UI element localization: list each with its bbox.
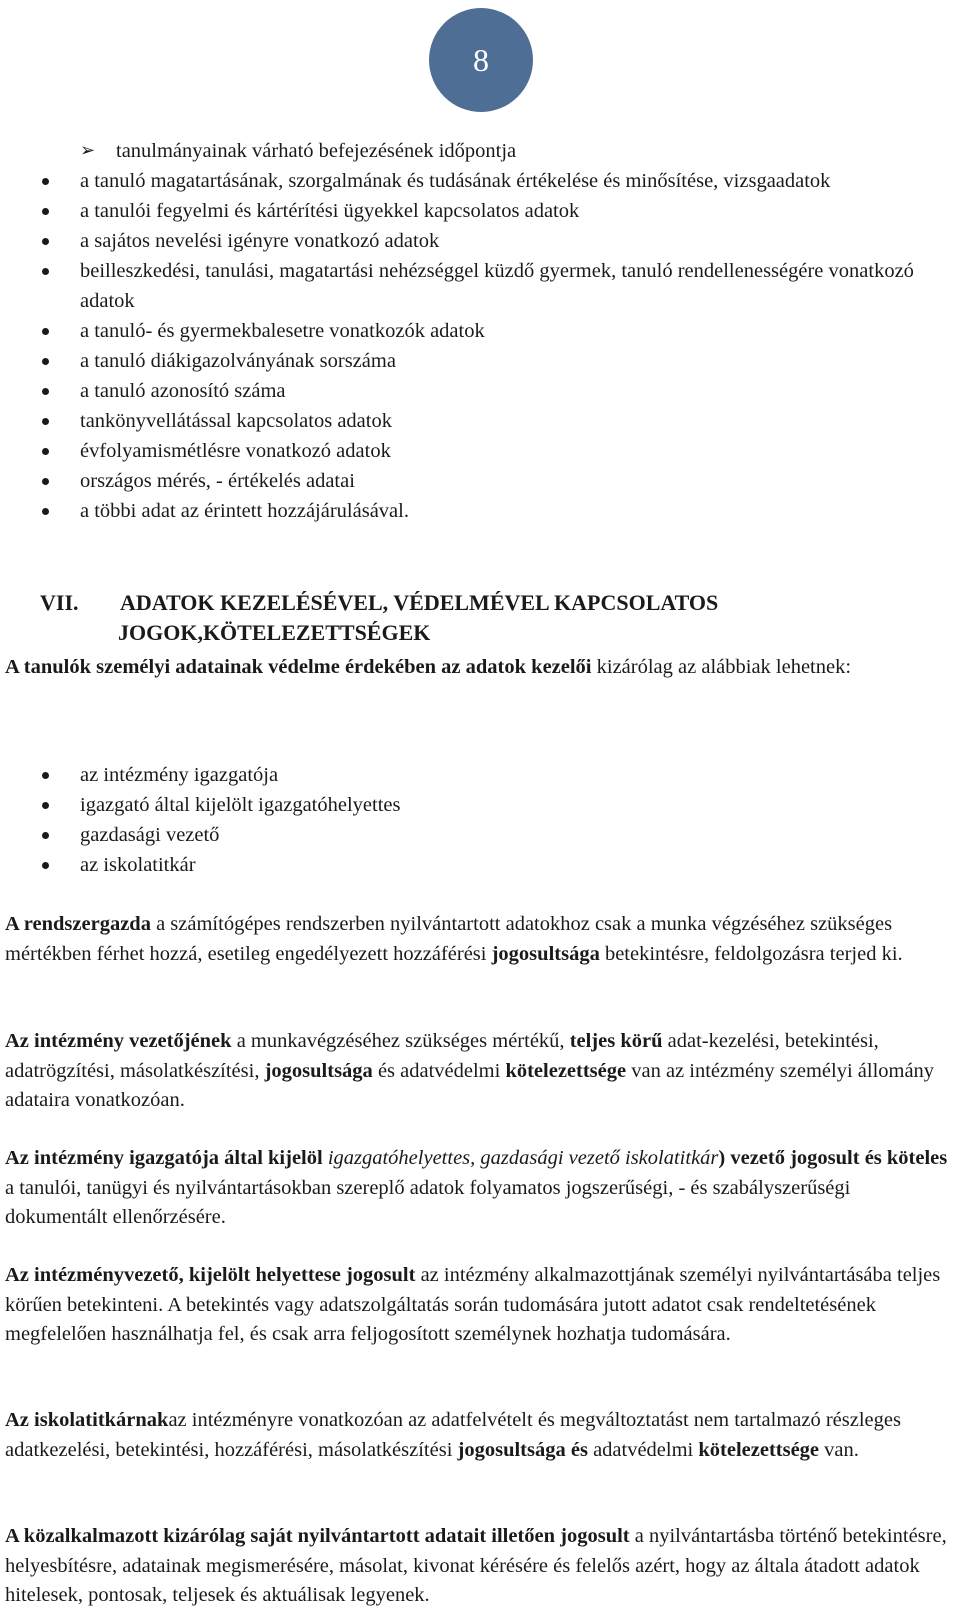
text: a nyilvántartásba történő betekintésre, helyesbítésre, adatainak megismerésére, másolat, kivonat kérésére és felelős azért, hogy az általa átadott adatok hitelesek, pontosak, teljesek és aktuálisak legyenek. (5, 1525, 947, 1606)
list-item: a sajátos nevelési igényre vonatkozó adatok (0, 226, 940, 256)
list-item: gazdasági vezető (0, 820, 940, 850)
student-data-list (0, 166, 940, 526)
arrow-list-item (80, 136, 516, 166)
text: az intézményre vonatkozóan az adatfelvételt és megváltoztatást nem tartalmazó részleges adatkezelési, betekintési, hozzáférési, másolatkészítési (5, 1409, 901, 1461)
text: adatvédelmi (587, 1438, 699, 1461)
list-item: országos mérés, - értékelés adatai (0, 466, 940, 496)
bold-text: A rendszergazda (5, 913, 151, 935)
list-item: beilleszkedési, tanulási, magatartási nehézséggel küzdő gyermek, tanuló rendellenességére vonatkozó adatok (0, 256, 940, 316)
data-handlers-list (0, 760, 940, 880)
bold-text: kötelezettsége (698, 1438, 820, 1461)
bold-text: Az iskolatitkárnak (5, 1409, 169, 1431)
arrow-bullet-icon: ➢ (80, 140, 96, 161)
list-item: a többi adat az érintett hozzájárulásával. (0, 496, 940, 526)
section-title-line1: ADATOK KEZELÉSÉVEL, VÉDELMÉVEL KAPCSOLATOS (120, 590, 719, 615)
list-item: az intézmény igazgatója (0, 760, 940, 790)
paragraph-sysadmin (5, 910, 950, 969)
list-item: a tanuló magatartásának, szorgalmának és tudásának értékelése és minősítése, vizsgaadatok (0, 166, 940, 196)
bold-text: ) vezető jogosult és köteles (718, 1147, 948, 1169)
text: a tanulói, tanügyi és nyilvántartásokban szereplő adatok folyamatos jogszerűségi, - és szabályszerűségi dokumentált ellenőrzésére. (5, 1176, 851, 1228)
bold-text: kötelezettsége (505, 1059, 627, 1082)
page-number: 8 (473, 41, 489, 78)
text: betekintésre, feldolgozásra terjed ki. (599, 942, 903, 965)
bold-text: teljes körű (569, 1030, 663, 1052)
list-item: igazgató által kijelölt igazgatóhelyettes (0, 790, 940, 820)
bold-text: Az intézmény vezetőjének (5, 1030, 232, 1052)
list-item: a tanuló- és gyermekbalesetre vonatkozók adatok (0, 316, 940, 346)
bold-text: A közalkalmazott kizárólag saját nyilvántartott adatait illetően jogosult (5, 1525, 630, 1547)
bold-text: jogosultsága (491, 942, 600, 965)
list-item: a tanulói fegyelmi és kártérítési ügyekkel kapcsolatos adatok (0, 196, 940, 226)
bold-text: jogosultsága (264, 1059, 373, 1082)
text: a munkavégzéséhez szükséges mértékű, (231, 1030, 570, 1052)
text: adat-kezelési, betekintési, adatrögzítési, másolatkészítési, (5, 1030, 879, 1082)
text: a számítógépes rendszerben nyilvántartott adatokhoz csak a munka végzéséhez szükséges mértékben férhet hozzá, esetileg engedélyezett hozzáférési (5, 913, 893, 965)
bold-text: jogosultsága és (457, 1438, 588, 1461)
list-item: az iskolatitkár (0, 850, 940, 880)
text: kizárólag az alábbiak lehetnek: (591, 656, 852, 678)
paragraph-appointed (5, 1144, 950, 1233)
text: van. (819, 1438, 859, 1461)
bold-text: Az intézmény igazgatója által kijelöl (5, 1147, 323, 1169)
section-title-line2: JOGOK,KÖTELEZETTSÉGEK (118, 620, 431, 645)
paragraph-data-handlers (5, 653, 950, 683)
list-item: évfolyamismétlésre vonatkozó adatok (0, 436, 940, 466)
list-item: a tanuló diákigazolványának sorszáma (0, 346, 940, 376)
arrow-item-text: tanulmányainak várható befejezésének időpontja (116, 140, 517, 162)
paragraph-secretary (5, 1406, 950, 1465)
text: és adatvédelmi (372, 1059, 506, 1082)
paragraph-director-deputy (5, 1261, 950, 1350)
paragraph-director (5, 1027, 950, 1116)
page-number-badge (429, 8, 533, 112)
paragraph-employee (5, 1522, 950, 1611)
bold-text: Az intézményvezető, kijelölt helyettese jogosult (5, 1264, 416, 1286)
text: az intézmény alkalmazottjának személyi nyilvántartásába teljes körűen betekinteni. A betekintés vagy adatszolgáltatás során tudomására jutott adatot csak rendeltetésének megfelelően használhatja fel, és csak arra feljogosított személynek hozhatja tudomására. (5, 1264, 941, 1345)
italic-text: igazgatóhelyettes, gazdasági vezető iskolatitkár (322, 1147, 719, 1169)
list-item: a tanuló azonosító száma (0, 376, 940, 406)
list-item: tankönyvellátással kapcsolatos adatok (0, 406, 940, 436)
bold-text: A tanulók személyi adatainak védelme érdekében az adatok kezelői (5, 656, 592, 678)
section-number: VII. (40, 590, 79, 615)
text: van az intézmény személyi állomány adataira vonatkozóan. (5, 1059, 935, 1111)
section-heading (40, 588, 718, 648)
